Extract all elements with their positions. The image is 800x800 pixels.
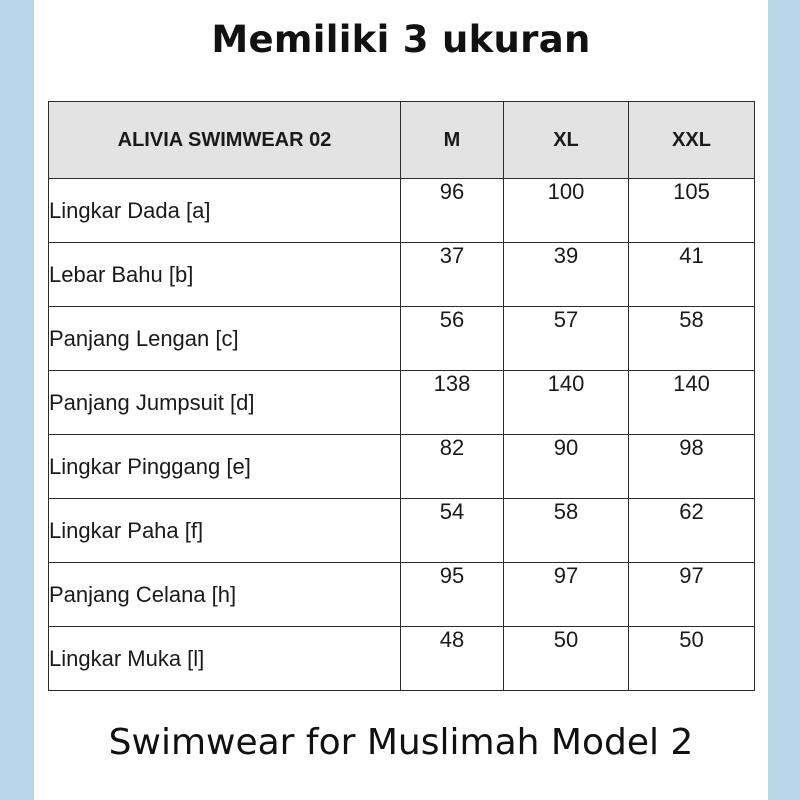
value-xxl: 50 — [629, 627, 755, 691]
value-m: 82 — [401, 435, 504, 499]
row-label: Lebar Bahu [b] — [49, 243, 401, 307]
page-card — [34, 0, 768, 800]
value-xl: 50 — [504, 627, 629, 691]
row-label: Lingkar Muka [l] — [49, 627, 401, 691]
row-label: Panjang Celana [h] — [49, 563, 401, 627]
header-size-xl: XL — [504, 102, 629, 179]
value-m: 138 — [401, 371, 504, 435]
table-row — [49, 307, 755, 371]
value-xxl: 98 — [629, 435, 755, 499]
table-row — [49, 627, 755, 691]
row-label: Lingkar Paha [f] — [49, 499, 401, 563]
table-row — [49, 563, 755, 627]
value-xxl: 105 — [629, 179, 755, 243]
table-header-row — [49, 102, 755, 179]
row-label: Lingkar Dada [a] — [49, 179, 401, 243]
value-m: 54 — [401, 499, 504, 563]
value-xl: 58 — [504, 499, 629, 563]
page-title: Memiliki 3 ukuran — [211, 18, 591, 61]
header-product: ALIVIA SWIMWEAR 02 — [49, 102, 401, 179]
table-row — [49, 371, 755, 435]
header-size-m: M — [401, 102, 504, 179]
size-table — [48, 101, 755, 691]
value-m: 48 — [401, 627, 504, 691]
value-m: 96 — [401, 179, 504, 243]
row-label: Lingkar Pinggang [e] — [49, 435, 401, 499]
footer-subtitle: Swimwear for Muslimah Model 2 — [108, 722, 694, 763]
table-row — [49, 179, 755, 243]
value-xxl: 41 — [629, 243, 755, 307]
value-m: 37 — [401, 243, 504, 307]
table-row — [49, 243, 755, 307]
row-label: Panjang Jumpsuit [d] — [49, 371, 401, 435]
value-xl: 39 — [504, 243, 629, 307]
value-m: 95 — [401, 563, 504, 627]
table-row — [49, 435, 755, 499]
row-label: Panjang Lengan [c] — [49, 307, 401, 371]
value-xl: 90 — [504, 435, 629, 499]
value-xxl: 58 — [629, 307, 755, 371]
value-xxl: 140 — [629, 371, 755, 435]
header-size-xxl: XXL — [629, 102, 755, 179]
value-xl: 100 — [504, 179, 629, 243]
table-row — [49, 499, 755, 563]
value-xl: 57 — [504, 307, 629, 371]
value-xxl: 62 — [629, 499, 755, 563]
value-m: 56 — [401, 307, 504, 371]
value-xxl: 97 — [629, 563, 755, 627]
value-xl: 97 — [504, 563, 629, 627]
value-xl: 140 — [504, 371, 629, 435]
